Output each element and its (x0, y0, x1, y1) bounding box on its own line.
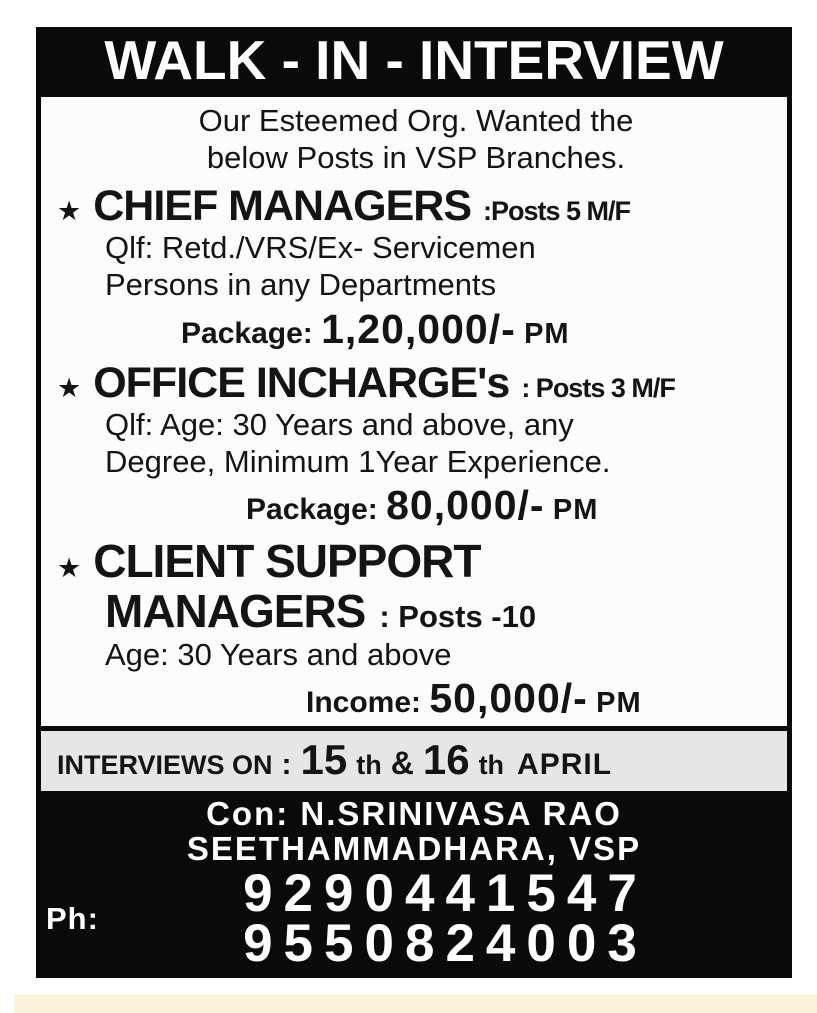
phone-number-1: 9290441547 (243, 863, 648, 923)
interviews-label: INTERVIEWS ON (57, 749, 273, 780)
pay-amount: 80,000/- (386, 482, 545, 529)
interviews-day2-suffix: th (478, 749, 505, 780)
position-chief-managers (51, 184, 781, 353)
pay-unit: PM (552, 494, 599, 527)
star-icon: ★ (57, 196, 82, 227)
position-detail-line: Qlf: Age: 30 Years and above, any (105, 406, 574, 442)
footer-band (36, 791, 792, 978)
interviews-month: APRIL (517, 747, 613, 781)
position-detail-line: Age: 30 Years and above (105, 636, 452, 672)
header-band (36, 27, 792, 97)
position-title: OFFICE INCHARGE's (93, 358, 510, 407)
poster-body (36, 97, 792, 726)
contact-address: SEETHAMMADHARA, VSP (186, 830, 642, 868)
position-posts: : Posts 3 M/F (521, 372, 675, 403)
intro-text (51, 103, 781, 176)
interviews-day2: 16 (422, 735, 470, 783)
phone-block (36, 863, 792, 974)
position-pay (306, 675, 781, 722)
phone-number-2: 9550824003 (243, 914, 648, 974)
position-detail-line: Degree, Minimum 1Year Experience. (105, 444, 611, 479)
position-office-incharges (51, 358, 781, 530)
interviews-day1-suffix: th (356, 749, 382, 780)
position-posts: : Posts -10 (379, 599, 537, 635)
pay-amount: 50,000/- (429, 674, 588, 721)
position-detail-line: Persons in any Departments (105, 267, 497, 303)
interviews-day1: 15 (300, 735, 348, 783)
position-pay (181, 306, 781, 353)
pay-unit: PM (596, 686, 642, 719)
walk-in-interview-poster (36, 27, 792, 978)
star-icon: ★ (57, 372, 82, 403)
intro-line-2: below Posts in VSP Branches. (206, 139, 626, 175)
position-title-line2: MANAGERS (105, 585, 366, 638)
phone-numbers (99, 863, 792, 974)
position-pay (246, 482, 781, 529)
pay-label: Package: (181, 316, 313, 350)
pay-label: Income: (306, 685, 422, 719)
intro-line-1: Our Esteemed Org. Wanted the (198, 103, 634, 138)
pay-unit: PM (524, 317, 570, 350)
pay-amount: 1,20,000/- (321, 305, 516, 352)
interviews-colon: : (281, 747, 292, 781)
contact-name: Con: N.SRINIVASA RAO (206, 794, 622, 832)
interviews-ampersand: & (390, 744, 414, 781)
pay-label: Package: (246, 493, 378, 527)
phone-label: Ph: (46, 901, 99, 937)
position-client-support-managers (51, 537, 781, 722)
star-icon: ★ (57, 553, 82, 584)
position-title: CHIEF MANAGERS (93, 182, 472, 231)
position-detail-line: Qlf: Retd./VRS/Ex- Servicemen (105, 230, 536, 266)
position-posts: :Posts 5 M/F (483, 196, 631, 227)
poster-title: WALK - IN - INTERVIEW (104, 29, 724, 91)
bottom-cream-strip (14, 994, 817, 1013)
interviews-date-strip (36, 726, 792, 791)
position-title-line1: CLIENT SUPPORT (93, 535, 481, 588)
